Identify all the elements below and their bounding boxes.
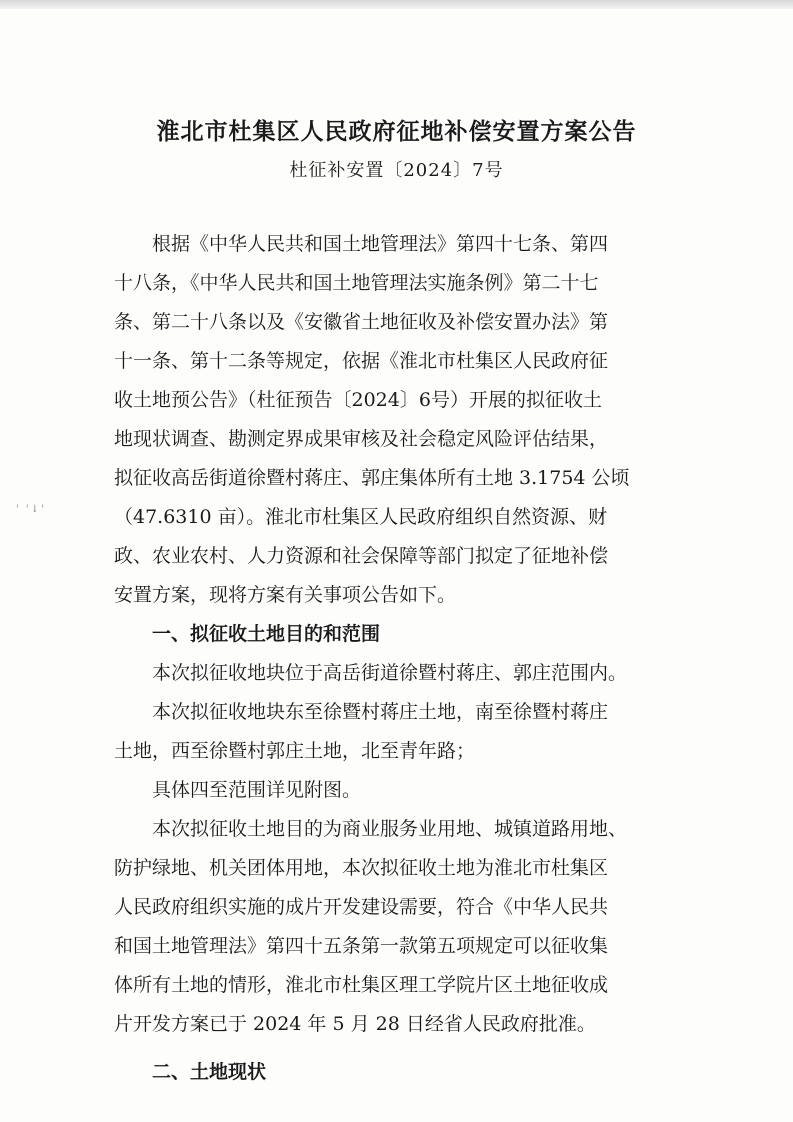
paragraph-line: （47.6310 亩）。淮北市杜集区人民政府组织自然资源、财 [114,506,608,528]
document-number: 杜征补安置〔2024〕7号 [289,160,504,181]
paragraph-line: 安置方案，现将方案有关事项公告如下。 [114,584,457,606]
paragraph-line: 十八条，《中华人民共和国土地管理法实施条例》第二十七 [114,272,599,294]
paragraph-line: 防护绿地、机关团体用地，本次拟征收土地为淮北市杜集区 [114,857,609,879]
paragraph-line: 本次拟征收土地目的为商业服务业用地、城镇道路用地、 [152,818,628,840]
spacer [114,1044,694,1053]
margin-mark: ' '↓' [16,504,46,515]
scan-edge [0,0,793,9]
paragraph-line: 片开发方案已于 2024 年 5 月 28 日经省人民政府批准。 [114,1013,596,1035]
paragraph-line: 体所有土地的情形，淮北市杜集区理工学院片区土地征收成 [114,974,609,996]
section-heading-2: 二、土地现状 [152,1061,267,1083]
paragraph-line: 地现状调查、勘测定界成果审核及社会稳定风险评估结果， [114,428,609,450]
paragraph-line: 和国土地管理法》第四十五条第一款第五项规定可以征收集 [114,935,609,957]
section-heading-1: 一、拟征收土地目的和范围 [152,623,381,645]
paragraph-line: 收土地预公告》（杜征预告〔2024〕6号）开展的拟征收土 [114,389,602,411]
document-title: 淮北市杜集区人民政府征地补偿安置方案公告 [156,119,637,145]
paragraph-line: 拟征收高岳街道徐暨村蒋庄、郭庄集体所有土地 3.1754 公顷 [114,467,630,489]
paragraph-line: 本次拟征收地块东至徐暨村蒋庄土地，南至徐暨村蒋庄 [152,701,609,723]
paragraph-line: 土地，西至徐暨村郭庄土地，北至青年路； [114,740,476,762]
paragraph-line: 十一条、第十二条等规定，依据《淮北市杜集区人民政府征 [114,350,609,372]
paragraph-line: 具体四至范围详见附图。 [152,779,362,801]
paragraph-line: 条、第二十八条以及《安徽省土地征收及补偿安置办法》第 [114,311,609,333]
paragraph-line: 政、农业农村、人力资源和社会保障等部门拟定了征地补偿 [114,545,609,567]
paragraph-line: 根据《中华人民共和国土地管理法》第四十七条、第四 [152,233,609,255]
paragraph-line: 人民政府组织实施的成片开发建设需要，符合《中华人民共 [114,896,609,918]
document-body [114,225,694,1092]
paragraph-line: 本次拟征收地块位于高岳街道徐暨村蒋庄、郭庄范围内。 [152,662,628,684]
